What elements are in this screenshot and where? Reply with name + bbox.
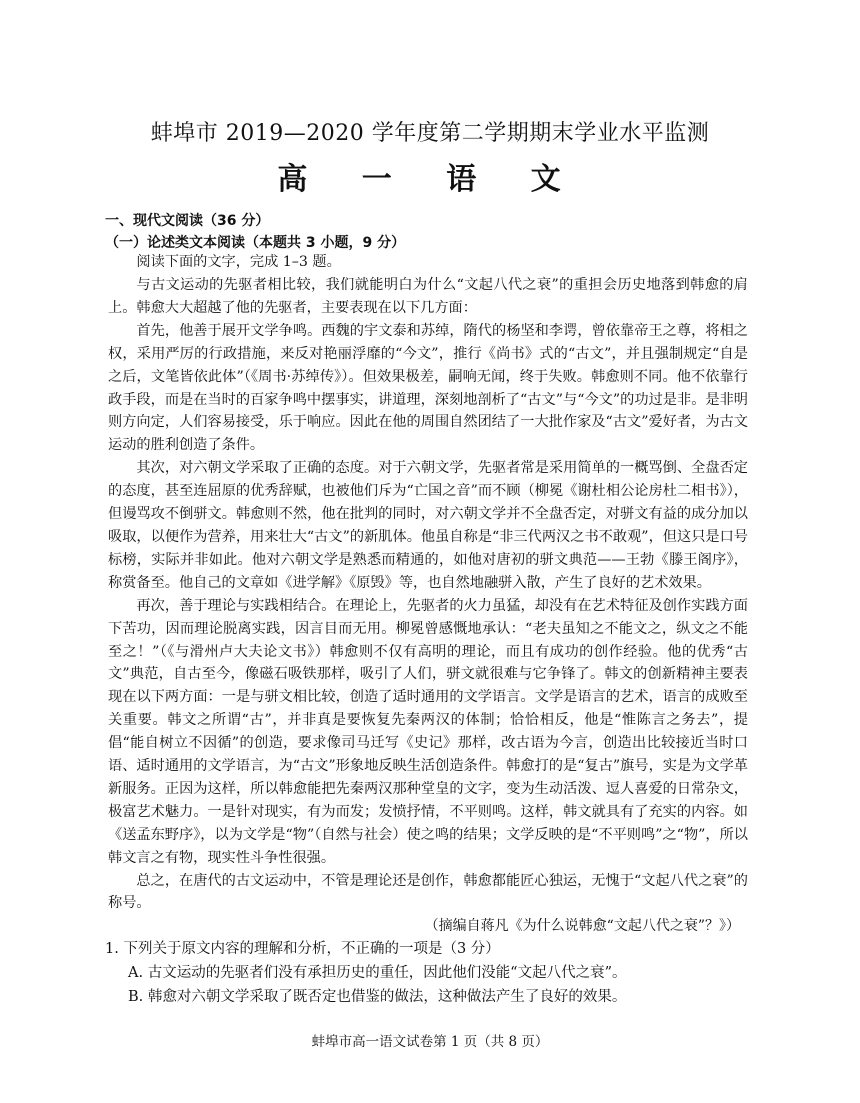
question-1-option-a: A. 古文运动的先驱者们没有承担历史的重任，因此他们没能“文起八代之衰”。 <box>128 965 627 981</box>
reading-instruction <box>108 251 748 274</box>
instruction-text: 阅读下面的文字，完成 1–3 题。 <box>136 254 341 270</box>
exam-subject: 高 一 语 文 <box>277 162 583 197</box>
passage-paragraph-5: 总之，在唐代的古文运动中，不管是理论还是创作，韩愈都能匠心独运，无愧于“文起八代之衰”的称号。 <box>108 872 748 912</box>
passage-source: （摘编自蒋凡《为什么说韩愈“文起八代之衰”？》） <box>424 918 740 934</box>
passage-paragraph-2: 首先，他善于展开文学争鸣。西魏的宇文泰和苏绰，隋代的杨坚和李谔，曾依靠帝王之尊，将相之权，采用严厉的行政措施，来反对艳丽浮靡的“今文”，推行《尚书》式的“古文”，并且强制规定“自是之后，文笔皆依此体”（《周书·苏绰传》）。但效果极差，嗣响无闻，终于失败。韩愈则不同。他不依靠行政手段，而是在当时的百家争鸣中摆事实，讲道理，深刻地剖析了“古文”与“今文”的功过是非。是非明则方向定，人们容易接受，乐于响应。因此在他的周围自然团结了一大批作家及“古文”爱好者，为古文运动的胜利创造了条件。 <box>108 322 748 454</box>
section-subheading: （一）论述类文本阅读（本题共 3 小题，9 分） <box>105 235 406 251</box>
question-1-stem: 1. 下列关于原文内容的理解和分析，不正确的一项是（3 分） <box>105 941 500 957</box>
exam-title: 蚌埠市 2019—2020 学年度第二学期期末学业水平监测 <box>150 121 710 146</box>
page-footer: 蚌埠市高一语文试卷第 1 页（共 8 页） <box>311 1034 549 1050</box>
section-heading: 一、现代文阅读（36 分） <box>105 213 270 229</box>
reading-passage <box>108 274 748 915</box>
passage-paragraph-4: 再次，善于理论与实践相结合。在理论上，先驱者的火力虽猛，却没有在艺术特征及创作实践方面下苦功，因而理论脱离实践，因言目而无用。柳冕曾感慨地承认：“老夫虽知之不能文之，纵文之不能至之！”（《与滑州卢大夫论文书》）韩愈则不仅有高明的理论，而且有成功的创作经验。他的优秀“古文”典范，自古至今，像磁石吸铁那样，吸引了人们，骈文就很难与它争锋了。韩文的创新精神主要表现在以下两方面：一是与骈文相比较，创造了适时通用的文学语言。文学是语言的艺术，语言的成败至关重要。韩文之所谓“古”，并非真是要恢复先秦两汉的体制；恰恰相反，他是“惟陈言之务去”，提倡“能自树立不因循”的创造，要求像司马迁写《史记》那样，改古语为今言，创造出比较接近当时口语、适时通用的文学语言，为“古文”形象地反映生活创造条件。韩愈打的是“复古”旗号，实是为文学革新服务。正因为这样，所以韩愈能把先秦两汉那种堂皇的文字，变为生动活泼、逗人喜爱的日常杂文，极富艺术魅力。一是针对现实，有为而发；发愤抒情，不平则鸣。这样，韩文就具有了充实的内容。如《送孟东野序》，以为文学是“物”（自然与社会）使之鸣的结果；文学反映的是“不平则鸣”之“物”，所以韩文言之有物，现实性斗争性很强。 <box>108 597 748 866</box>
passage-paragraph-3: 其次，对六朝文学采取了正确的态度。对于六朝文学，先驱者常是采用简单的一概骂倒、全盘否定的态度，甚至连屈原的优秀辞赋，也被他们斥为“亡国之音”而不顾（柳冕《谢杜相公论房杜二相书》），但谩骂攻不倒骈文。韩愈则不然，他在批判的同时，对六朝文学并不全盘否定，对骈文有益的成分加以吸取，以便作为营养，用来壮大“古文”的新肌体。他虽自称是“非三代两汉之书不敢观”，但这只是口号标榜，实际并非如此。他对六朝文学是熟悉而精通的，如他对唐初的骈文典范——王勃《滕王阁序》，称赏备至。他自己的文章如《进学解》《原毁》等，也自然地融骈入散，产生了良好的艺术效果。 <box>108 460 748 591</box>
question-1-option-b: B. 韩愈对六朝文学采取了既否定也借鉴的做法，这种做法产生了良好的效果。 <box>128 989 627 1005</box>
passage-paragraph-1: 与古文运动的先驱者相比较，我们就能明白为什么“文起八代之衰”的重担会历史地落到韩愈的肩上。韩愈大大超越了他的先驱者，主要表现在以下几方面： <box>108 277 748 316</box>
